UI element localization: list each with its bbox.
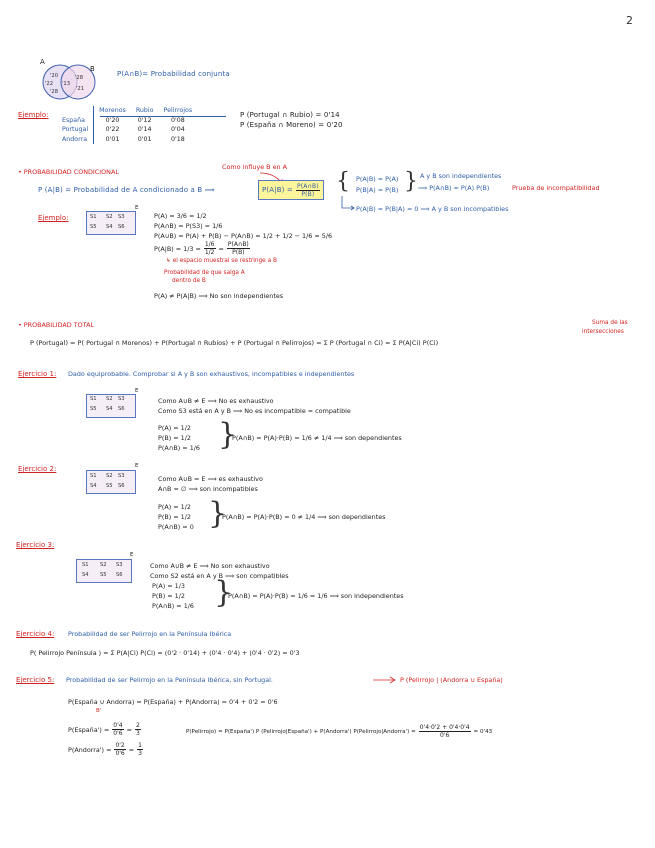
ej2-line: A∩B = ∅ ⟹ son incompatibles: [158, 485, 258, 493]
fraction-numerator: 0'2: [115, 742, 125, 749]
fraction-denominator: 0'6: [113, 730, 123, 737]
right-brace: }: [218, 417, 238, 452]
sample-cell: S4: [106, 224, 113, 230]
fraction: [419, 724, 471, 739]
incomp-line: P(A|B) = P(B|A) = 0 ⟹ A y B son incompatibles: [356, 205, 509, 213]
ej1-p-line: P(B) = 1/2: [158, 434, 191, 442]
ej3-p-line: P(A) = 1/3: [152, 582, 185, 590]
right-brace: }: [214, 575, 234, 610]
table-cell: 0'01: [94, 135, 131, 145]
venn-b-cell: '21: [76, 86, 85, 92]
sample-cell: S5: [106, 483, 113, 489]
data-table: [62, 106, 198, 144]
table-cell: 0'20: [94, 116, 131, 126]
ejemplo2-conclusion: P(A) ≠ P(A|B) ⟹ No son independientes: [154, 292, 284, 300]
table-cell: 0'18: [170, 135, 185, 143]
condicional-formula-box: [258, 180, 324, 200]
ej3-result: P(A∩B) = P(A)·P(B) = 1/6 = 1/6 ⟹ son independientes: [228, 592, 404, 600]
venn-b-cell: '28: [75, 75, 84, 81]
ej5-label: Ejercicio 5:: [16, 676, 55, 684]
col-header: Pelirrojos: [163, 107, 193, 115]
indep-red-note: Prueba de incompatibilidad: [512, 184, 600, 192]
table-cell: 0'12: [137, 116, 152, 124]
sample-cell: S6: [118, 224, 125, 230]
sample-cell: S2: [100, 562, 107, 568]
fraction: [135, 722, 141, 737]
ej1-line: Como S3 está en A y B ⟹ No es incompatible = compatible: [158, 407, 351, 415]
ejemplo-eq1: P (Portugal ∩ Rubio) = 0'14: [240, 111, 340, 119]
table-row: [62, 135, 197, 145]
row-label: Andorra: [62, 135, 88, 143]
ejemplo2-line: P(A∩B) = P(S3) = 1/6: [154, 222, 223, 230]
ej1-label: Ejercicio 1:: [18, 370, 57, 378]
venn-a-cell: '28: [50, 89, 59, 95]
formula-lhs: P(A|B) =: [262, 186, 293, 194]
row-label: España: [62, 116, 85, 124]
ej3-line: Como A∪B ≠ E ⟹ No son exhaustivo: [150, 562, 270, 570]
sample-space-letter: E: [135, 205, 139, 211]
ej2-p-line: P(A) = 1/2: [158, 503, 191, 511]
ej4-formula: P( Pelirrojo Península ) = Σ P(A|Ci) P(Ci) = (0'2 · 0'14) + (0'4 · 0'4) + (0'4 · 0'2) = 0'3: [30, 649, 300, 657]
table-cell: 0'04: [170, 126, 185, 134]
fraction-numerator: P(A∩B): [227, 241, 249, 248]
sample-cell: S1: [82, 562, 89, 568]
venn-label-b: B: [90, 65, 95, 73]
sample-cell: S1: [90, 214, 97, 220]
ej2-p-line: P(A∩B) = 0: [158, 523, 194, 531]
fraction-numerator: 0'4·0'2 + 0'4·0'4: [419, 724, 470, 731]
cond-equals: =: [218, 244, 224, 253]
total-side-note: intersecciones: [582, 329, 624, 335]
red-note: Probabilidad de que salga A: [164, 270, 245, 276]
fraction-numerator: P(A∩B): [296, 182, 319, 190]
total-side-note: Suma de las: [592, 320, 628, 326]
sample-cell: S2: [106, 214, 113, 220]
table-corner: [62, 106, 94, 116]
ej5-sub-b: B': [96, 708, 102, 714]
fraction-denominator: P(B): [301, 190, 315, 198]
sample-cell: S1: [90, 473, 97, 479]
venn-caption: P(A∩B)= Probabilidad conjunta: [117, 70, 230, 78]
ej2-label: Ejercicio 2:: [18, 465, 57, 473]
ej1-p-line: P(A∩B) = 1/6: [158, 444, 200, 452]
fraction-denominator: 3: [138, 750, 142, 757]
pel-formula: P(Pelirrojo) = P(España') P (Pelirrojo|España') + P(Andorra') P(Pelirrojo|Andorra') =: [186, 728, 416, 735]
red-note: ↳ el espacio muestral se restringe a B: [166, 258, 277, 264]
ej1-p-line: P(A) = 1/2: [158, 424, 191, 432]
total-formula: P (Portugal) = P( Portugal ∩ Morenos) + P(Portugal ∩ Rubios) + P (Portugal ∩ Pelirrojos) = Σ P (Portugal ∩ Ci) = Σ P(A|Ci) P(Ci): [30, 339, 439, 347]
table-header-rule: [100, 116, 226, 117]
fraction-numerator: 0'4: [113, 722, 123, 729]
venn-circles: [38, 56, 104, 104]
ej2-result: P(A∩B) = P(A)·P(B) = 0 ≠ 1/4 ⟹ son dependientes: [222, 513, 386, 521]
fraction: [112, 722, 123, 737]
sample-cell: S3: [118, 396, 125, 402]
esp-lhs: P(España') =: [68, 725, 110, 734]
venn-label-a: A: [40, 58, 45, 66]
fraction-numerator: 1: [138, 742, 142, 749]
sample-cell: S4: [106, 406, 113, 412]
cond-fraction: [227, 241, 250, 256]
ej2-line: Como A∪B = E ⟹ es exhaustivo: [158, 475, 263, 483]
indep-line2: P(B|A) = P(B): [356, 186, 399, 194]
left-brace: {: [336, 169, 350, 194]
ej2-p-line: P(B) = 1/2: [158, 513, 191, 521]
fraction: [137, 742, 143, 757]
ej1-statement: Dado equiprobable. Comprobar si A y B son exhaustivos, incompatibles e independientes: [68, 370, 355, 378]
ej5-pelirrojo-formula: [186, 724, 492, 739]
fraction-denominator: 0'6: [115, 750, 125, 757]
red-arrow-icon: [372, 676, 398, 684]
sample-cell: S5: [100, 572, 107, 578]
sample-space-letter: E: [130, 552, 134, 558]
indep-result: ⟹ P(A∩B) = P(A) P(B): [418, 184, 490, 192]
sample-space-letter: E: [135, 463, 139, 469]
fraction-numerator: 1/6: [204, 241, 215, 248]
sample-cell: S6: [118, 483, 125, 489]
cond-lhs: P(A|B) = 1/3 =: [154, 244, 201, 253]
sample-cell: S1: [90, 396, 97, 402]
formula-fraction: [296, 183, 320, 198]
sample-cell: S3: [118, 473, 125, 479]
table-cell: 0'08: [170, 116, 185, 124]
ej4-statement: Probabilidad de ser Pelirrojo en la Península Ibérica: [68, 630, 232, 638]
sample-space-letter: E: [135, 388, 139, 394]
cond-fraction: [204, 241, 216, 256]
sample-cell: S4: [82, 572, 89, 578]
ejemplo-label: Ejemplo:: [18, 111, 49, 119]
right-brace: }: [208, 496, 228, 531]
fraction-denominator: 1/2: [204, 249, 215, 256]
equals-sign: =: [128, 745, 135, 754]
section-title-total: • PROBABILIDAD TOTAL: [18, 321, 95, 329]
ejemplo2-label: Ejemplo:: [38, 214, 69, 222]
venn-mid-cell: '13: [62, 81, 71, 87]
fraction-denominator: P(B): [232, 249, 245, 256]
col-header: Rubio: [135, 107, 154, 115]
indep-note: A y B son independientes: [420, 172, 502, 180]
sample-cell: S3: [116, 562, 123, 568]
ej5-espana-fraction: [68, 722, 141, 737]
equals-sign: =: [126, 725, 132, 734]
condicional-red-note: Como influye B en A: [222, 163, 287, 171]
fraction: [114, 742, 125, 757]
table-row: [62, 125, 197, 135]
ej4-label: Ejercicio 4:: [16, 630, 55, 638]
ejemplo2-line: P(A) = 3/6 = 1/2: [154, 212, 207, 220]
page-number: 2: [626, 14, 633, 27]
condicional-def-text: P (A|B) = Probabilidad de A condicionado a B ⟹: [38, 186, 215, 194]
ej5-union-line: P(España ∪ Andorra) = P(España) + P(Andorra) = 0'4 + 0'2 = 0'6: [68, 698, 278, 706]
red-note: dentro de B: [172, 278, 206, 284]
ej1-result: P(A∩B) = P(A)·P(B) = 1/6 ≠ 1/4 ⟹ son dependientes: [232, 434, 402, 442]
sample-cell: S6: [118, 406, 125, 412]
sample-cell: S4: [90, 483, 97, 489]
sample-cell: S2: [106, 396, 113, 402]
section-title-condicional: • PROBABILIDAD CONDICIONAL: [18, 168, 119, 176]
ejemplo2-conditional: [154, 241, 250, 256]
ej5-arrow-note: P (Pelirrojo | (Andorra ∪ España): [400, 676, 503, 684]
ejemplo2-line: P(A∪B) = P(A) + P(B) − P(A∩B) = 1/2 + 1/2 − 1/6 = 5/6: [154, 232, 333, 240]
right-brace: }: [404, 169, 418, 194]
ej3-p-line: P(A∩B) = 1/6: [152, 602, 194, 610]
ejemplo-eq2: P (España ∩ Moreno) = 0'20: [240, 121, 343, 129]
table-cell: 0'22: [94, 125, 131, 135]
table-cell: 0'14: [137, 126, 152, 134]
table-cell: 0'01: [137, 135, 152, 143]
ej3-p-line: P(B) = 1/2: [152, 592, 185, 600]
pel-result: = 0'43: [473, 728, 493, 735]
ej5-statement: Probabilidad de ser Pelirrojo en la Península Ibérica, sin Portugal.: [66, 676, 273, 684]
venn-a-cell: '22: [45, 81, 54, 87]
sample-cell: S6: [116, 572, 123, 578]
ej1-line: Como A∪B ≠ E ⟹ No es exhaustivo: [158, 397, 274, 405]
fraction-denominator: 3: [135, 730, 140, 737]
ej3-line: Como S2 está en A y B ⟹ son compatibles: [150, 572, 289, 580]
venn-a-cell: '20: [50, 73, 59, 79]
indep-line1: P(A|B) = P(A): [356, 175, 399, 183]
and-lhs: P(Andorra') =: [68, 745, 112, 754]
fraction-denominator: 0'6: [440, 732, 450, 739]
col-header: Morenos: [94, 106, 131, 116]
sample-cell: S5: [90, 406, 97, 412]
sample-cell: S5: [90, 224, 97, 230]
ej5-andorra-fraction: [68, 742, 143, 757]
sample-cell: S2: [106, 473, 113, 479]
fraction-numerator: 2: [135, 722, 140, 729]
ej3-label: Ejercicio 3:: [16, 541, 55, 549]
row-label: Portugal: [62, 126, 89, 134]
sample-cell: S3: [118, 214, 125, 220]
